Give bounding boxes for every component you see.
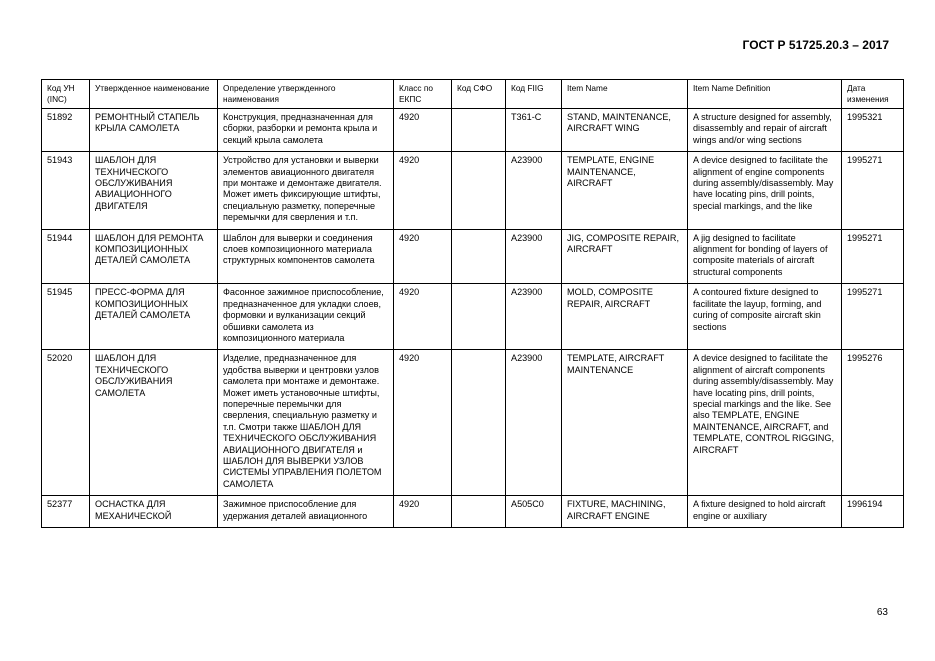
cell-approved-name: ШАБЛОН ДЛЯ ТЕХНИЧЕСКОГО ОБСЛУЖИВАНИЯ САМОЛЕТА bbox=[90, 350, 218, 496]
table-row bbox=[42, 284, 904, 350]
cell-ekps-class: 4920 bbox=[394, 284, 452, 350]
cell-sfo-code bbox=[452, 229, 506, 284]
cell-sfo-code bbox=[452, 109, 506, 152]
cell-ekps-class: 4920 bbox=[394, 496, 452, 528]
cell-item-definition: A structure designed for assembly, disassembly and repair of aircraft wings and/or wing sections bbox=[688, 109, 842, 152]
cell-approved-name: РЕМОНТНЫЙ СТАПЕЛЬ КРЫЛА САМОЛЕТА bbox=[90, 109, 218, 152]
cell-inc: 51945 bbox=[42, 284, 90, 350]
cell-inc: 52020 bbox=[42, 350, 90, 496]
cell-approved-name: ОСНАСТКА ДЛЯ МЕХАНИЧЕСКОЙ bbox=[90, 496, 218, 528]
cell-item-definition: A device designed to facilitate the alignment of aircraft components during assembly/disassembly. May have locating pins, drill points, special markings and the like. See also TEMPLATE, ENGINE MAINTENANCE, AIRCRAFT, and TEMPLATE, CONTROL RIGGING, AIRCRAFT bbox=[688, 350, 842, 496]
cell-inc: 51943 bbox=[42, 152, 90, 229]
col-header-fiig-code: Код FIIG bbox=[506, 80, 562, 109]
page-number: 63 bbox=[876, 607, 888, 618]
cell-inc: 51892 bbox=[42, 109, 90, 152]
cell-approved-name: ШАБЛОН ДЛЯ ТЕХНИЧЕСКОГО ОБСЛУЖИВАНИЯ АВИАЦИОННОГО ДВИГАТЕЛЯ bbox=[90, 152, 218, 229]
cell-inc: 52377 bbox=[42, 496, 90, 528]
table-header-row bbox=[42, 80, 904, 109]
cell-approved-name: ПРЕСС-ФОРМА ДЛЯ КОМПОЗИЦИОННЫХ ДЕТАЛЕЙ САМОЛЕТА bbox=[90, 284, 218, 350]
cell-change-date: 1996194 bbox=[842, 496, 904, 528]
col-header-definition: Определение утвержденного наименования bbox=[218, 80, 394, 109]
cell-inc: 51944 bbox=[42, 229, 90, 284]
cell-change-date: 1995321 bbox=[842, 109, 904, 152]
col-header-item-definition: Item Name Definition bbox=[688, 80, 842, 109]
cell-item-name: MOLD, COMPOSITE REPAIR, AIRCRAFT bbox=[562, 284, 688, 350]
cell-change-date: 1995271 bbox=[842, 152, 904, 229]
cell-ekps-class: 4920 bbox=[394, 109, 452, 152]
table-row bbox=[42, 229, 904, 284]
cell-item-name: JIG, COMPOSITE REPAIR, AIRCRAFT bbox=[562, 229, 688, 284]
cell-fiig-code: A23900 bbox=[506, 152, 562, 229]
cell-item-definition: A fixture designed to hold aircraft engine or auxiliary bbox=[688, 496, 842, 528]
cell-ekps-class: 4920 bbox=[394, 152, 452, 229]
cell-sfo-code bbox=[452, 350, 506, 496]
cell-sfo-code bbox=[452, 152, 506, 229]
cell-change-date: 1995271 bbox=[842, 284, 904, 350]
cell-fiig-code: A23900 bbox=[506, 350, 562, 496]
standard-code: ГОСТ Р 51725.20.3 – 2017 bbox=[742, 38, 889, 52]
cell-definition: Шаблон для выверки и соединения слоев композиционного материала структурных компонентов самолета bbox=[218, 229, 394, 284]
table-row bbox=[42, 350, 904, 496]
col-header-approved-name: Утвержденное наименование bbox=[90, 80, 218, 109]
cell-definition: Устройство для установки и выверки элементов авиационного двигателя при монтаже и демонтаже двигателя. Может иметь фиксирующие штифты, специальную разметку, поперечные перемычки для сверления и т.п. bbox=[218, 152, 394, 229]
cell-definition: Изделие, предназначенное для удобства выверки и центровки узлов самолета при монтаже и демонтаже. Может иметь установочные штифты, поперечные перемычки для сверления, специальную разметку и т.п. Смотри также ШАБЛОН ДЛЯ ТЕХНИЧЕСКОГО ОБСЛУЖИВАНИЯ АВИАЦИОННОГО ДВИГАТЕЛЯ и ШАБЛОН ДЛЯ ВЫВЕРКИ УЗЛОВ СИСТЕМЫ УПРАВЛЕНИЯ ПОЛЕТОМ САМОЛЕТА bbox=[218, 350, 394, 496]
cell-item-name: TEMPLATE, ENGINE MAINTENANCE, AIRCRAFT bbox=[562, 152, 688, 229]
table-row bbox=[42, 152, 904, 229]
table-row bbox=[42, 496, 904, 528]
table-row bbox=[42, 109, 904, 152]
cell-fiig-code: A23900 bbox=[506, 284, 562, 350]
cell-item-definition: A device designed to facilitate the alignment of engine components during assembly/disassembly. May have locating pins, drill points, special markings, and the like bbox=[688, 152, 842, 229]
items-table bbox=[41, 79, 904, 528]
cell-definition: Фасонное зажимное приспособление, предназначенное для укладки слоев, формовки и вулканизации секций обшивки самолета из композиционного материала bbox=[218, 284, 394, 350]
cell-fiig-code: T361-C bbox=[506, 109, 562, 152]
cell-item-name: FIXTURE, MACHINING, AIRCRAFT ENGINE bbox=[562, 496, 688, 528]
cell-fiig-code: A505C0 bbox=[506, 496, 562, 528]
cell-definition: Зажимное приспособление для удержания деталей авиационного bbox=[218, 496, 394, 528]
cell-sfo-code bbox=[452, 496, 506, 528]
col-header-inc: Код УН (INC) bbox=[42, 80, 90, 109]
cell-item-definition: A contoured fixture designed to facilitate the layup, forming, and curing of composite aircraft skin sections bbox=[688, 284, 842, 350]
col-header-change-date: Дата изменения bbox=[842, 80, 904, 109]
col-header-item-name: Item Name bbox=[562, 80, 688, 109]
cell-fiig-code: A23900 bbox=[506, 229, 562, 284]
cell-ekps-class: 4920 bbox=[394, 350, 452, 496]
cell-item-name: STAND, MAINTENANCE, AIRCRAFT WING bbox=[562, 109, 688, 152]
cell-change-date: 1995271 bbox=[842, 229, 904, 284]
cell-sfo-code bbox=[452, 284, 506, 350]
col-header-sfo-code: Код СФО bbox=[452, 80, 506, 109]
cell-definition: Конструкция, предназначенная для сборки, разборки и ремонта крыла и секций крыла самолета bbox=[218, 109, 394, 152]
cell-item-name: TEMPLATE, AIRCRAFT MAINTENANCE bbox=[562, 350, 688, 496]
cell-approved-name: ШАБЛОН ДЛЯ РЕМОНТА КОМПОЗИЦИОННЫХ ДЕТАЛЕЙ САМОЛЕТА bbox=[90, 229, 218, 284]
cell-ekps-class: 4920 bbox=[394, 229, 452, 284]
cell-item-definition: A jig designed to facilitate alignment for bonding of layers of composite materials of aircraft structural components bbox=[688, 229, 842, 284]
col-header-ekps-class: Класс по ЕКПС bbox=[394, 80, 452, 109]
cell-change-date: 1995276 bbox=[842, 350, 904, 496]
